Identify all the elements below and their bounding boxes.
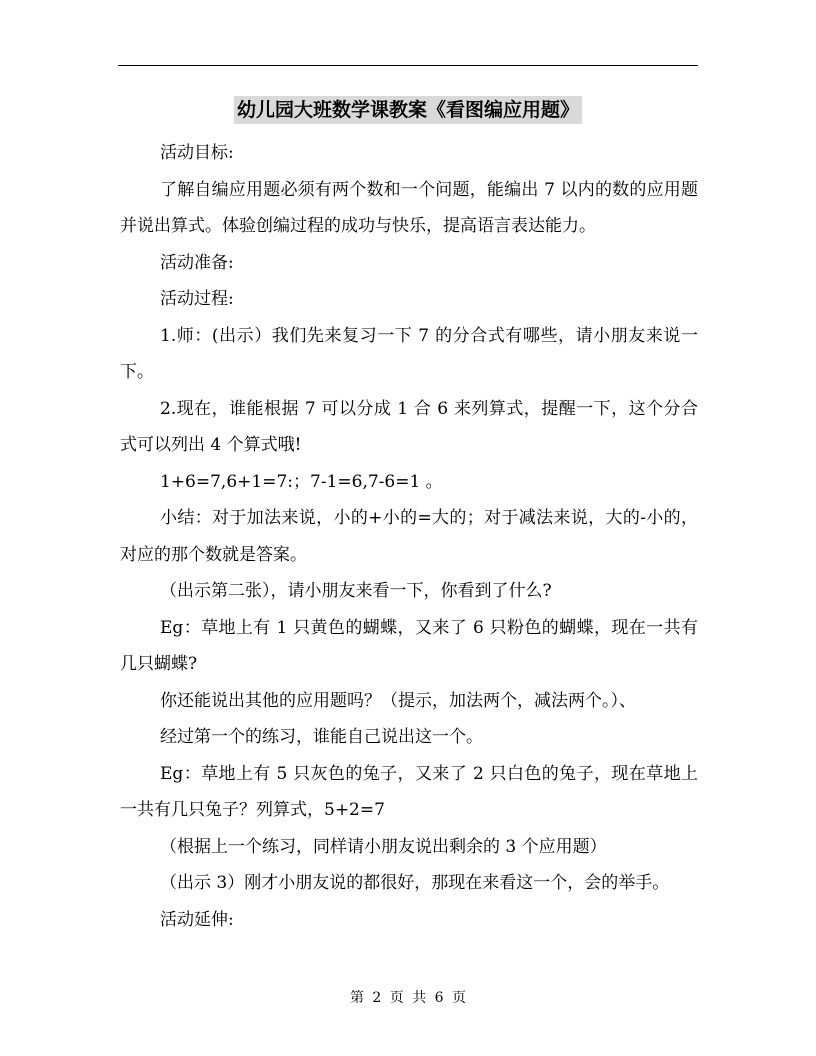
paragraph-example-rabbits: Eg：草地上有 5 只灰色的兔子，又来了 2 只白色的兔子，现在草地上一共有几只兔子？列算式，5+2=7 [120,763,698,820]
paragraph-remaining-problems: （根据上一个练习，同样请小朋友说出剩余的 3 个应用题） [160,836,607,857]
paragraph-activity-goals: 了解自编应用题必须有两个数和一个问题，能编出 7 以内的数的应用题并说出算式。体验创编过程的成功与快乐，提高语言表达能力。 [120,179,698,236]
paragraph-summary: 小结：对于加法来说，小的+小的=大的；对于减法来说，大的-小的，对应的那个数就是答案。 [120,508,698,565]
title-container [0,96,816,124]
paragraph-activity-process-heading: 活动过程: [160,289,234,309]
paragraph-activity-preparation-heading: 活动准备: [160,252,234,273]
paragraph-practice-prompt: 经过第一个的练习，谁能自己说出这一个。 [160,727,483,747]
paragraph-other-problems: 你还能说出其他的应用题吗？（提示，加法两个，减法两个。）、 [160,690,636,711]
document-body [120,135,698,938]
paragraph-example-butterflies: Eg：草地上有 1 只黄色的蝴蝶，又来了 6 只粉色的蝴蝶，现在一共有几只蝴蝶? [120,617,698,674]
page-number-footer: 第 2 页 共 6 页 [349,990,467,1006]
paragraph-show-second-card: （出示第二张），请小朋友来看一下，你看到了什么? [160,581,552,601]
paragraph-step-1: 1.师：(出示）我们先来复习一下 7 的分合式有哪些，请小朋友来说一下。 [120,325,698,382]
paragraph-activity-extension-heading: 活动延伸: [160,909,234,930]
paragraph-step-2: 2.现在，谁能根据 7 可以分成 1 合 6 来列算式，提醒一下，这个分合式可以列出 4 个算式哦! [120,398,698,455]
paragraph-show-third-card: （出示 3）刚才小朋友说的都很好，那现在来看这一个，会的举手。 [160,873,670,893]
paragraph-activity-goals-heading: 活动目标: [160,143,234,163]
document-title: 幼儿园大班数学课教案《看图编应用题》 [234,96,582,124]
header-rule [118,65,698,66]
paragraph-equations: 1+6=7,6+1=7:；7-1=6,7-6=1 。 [160,471,443,492]
